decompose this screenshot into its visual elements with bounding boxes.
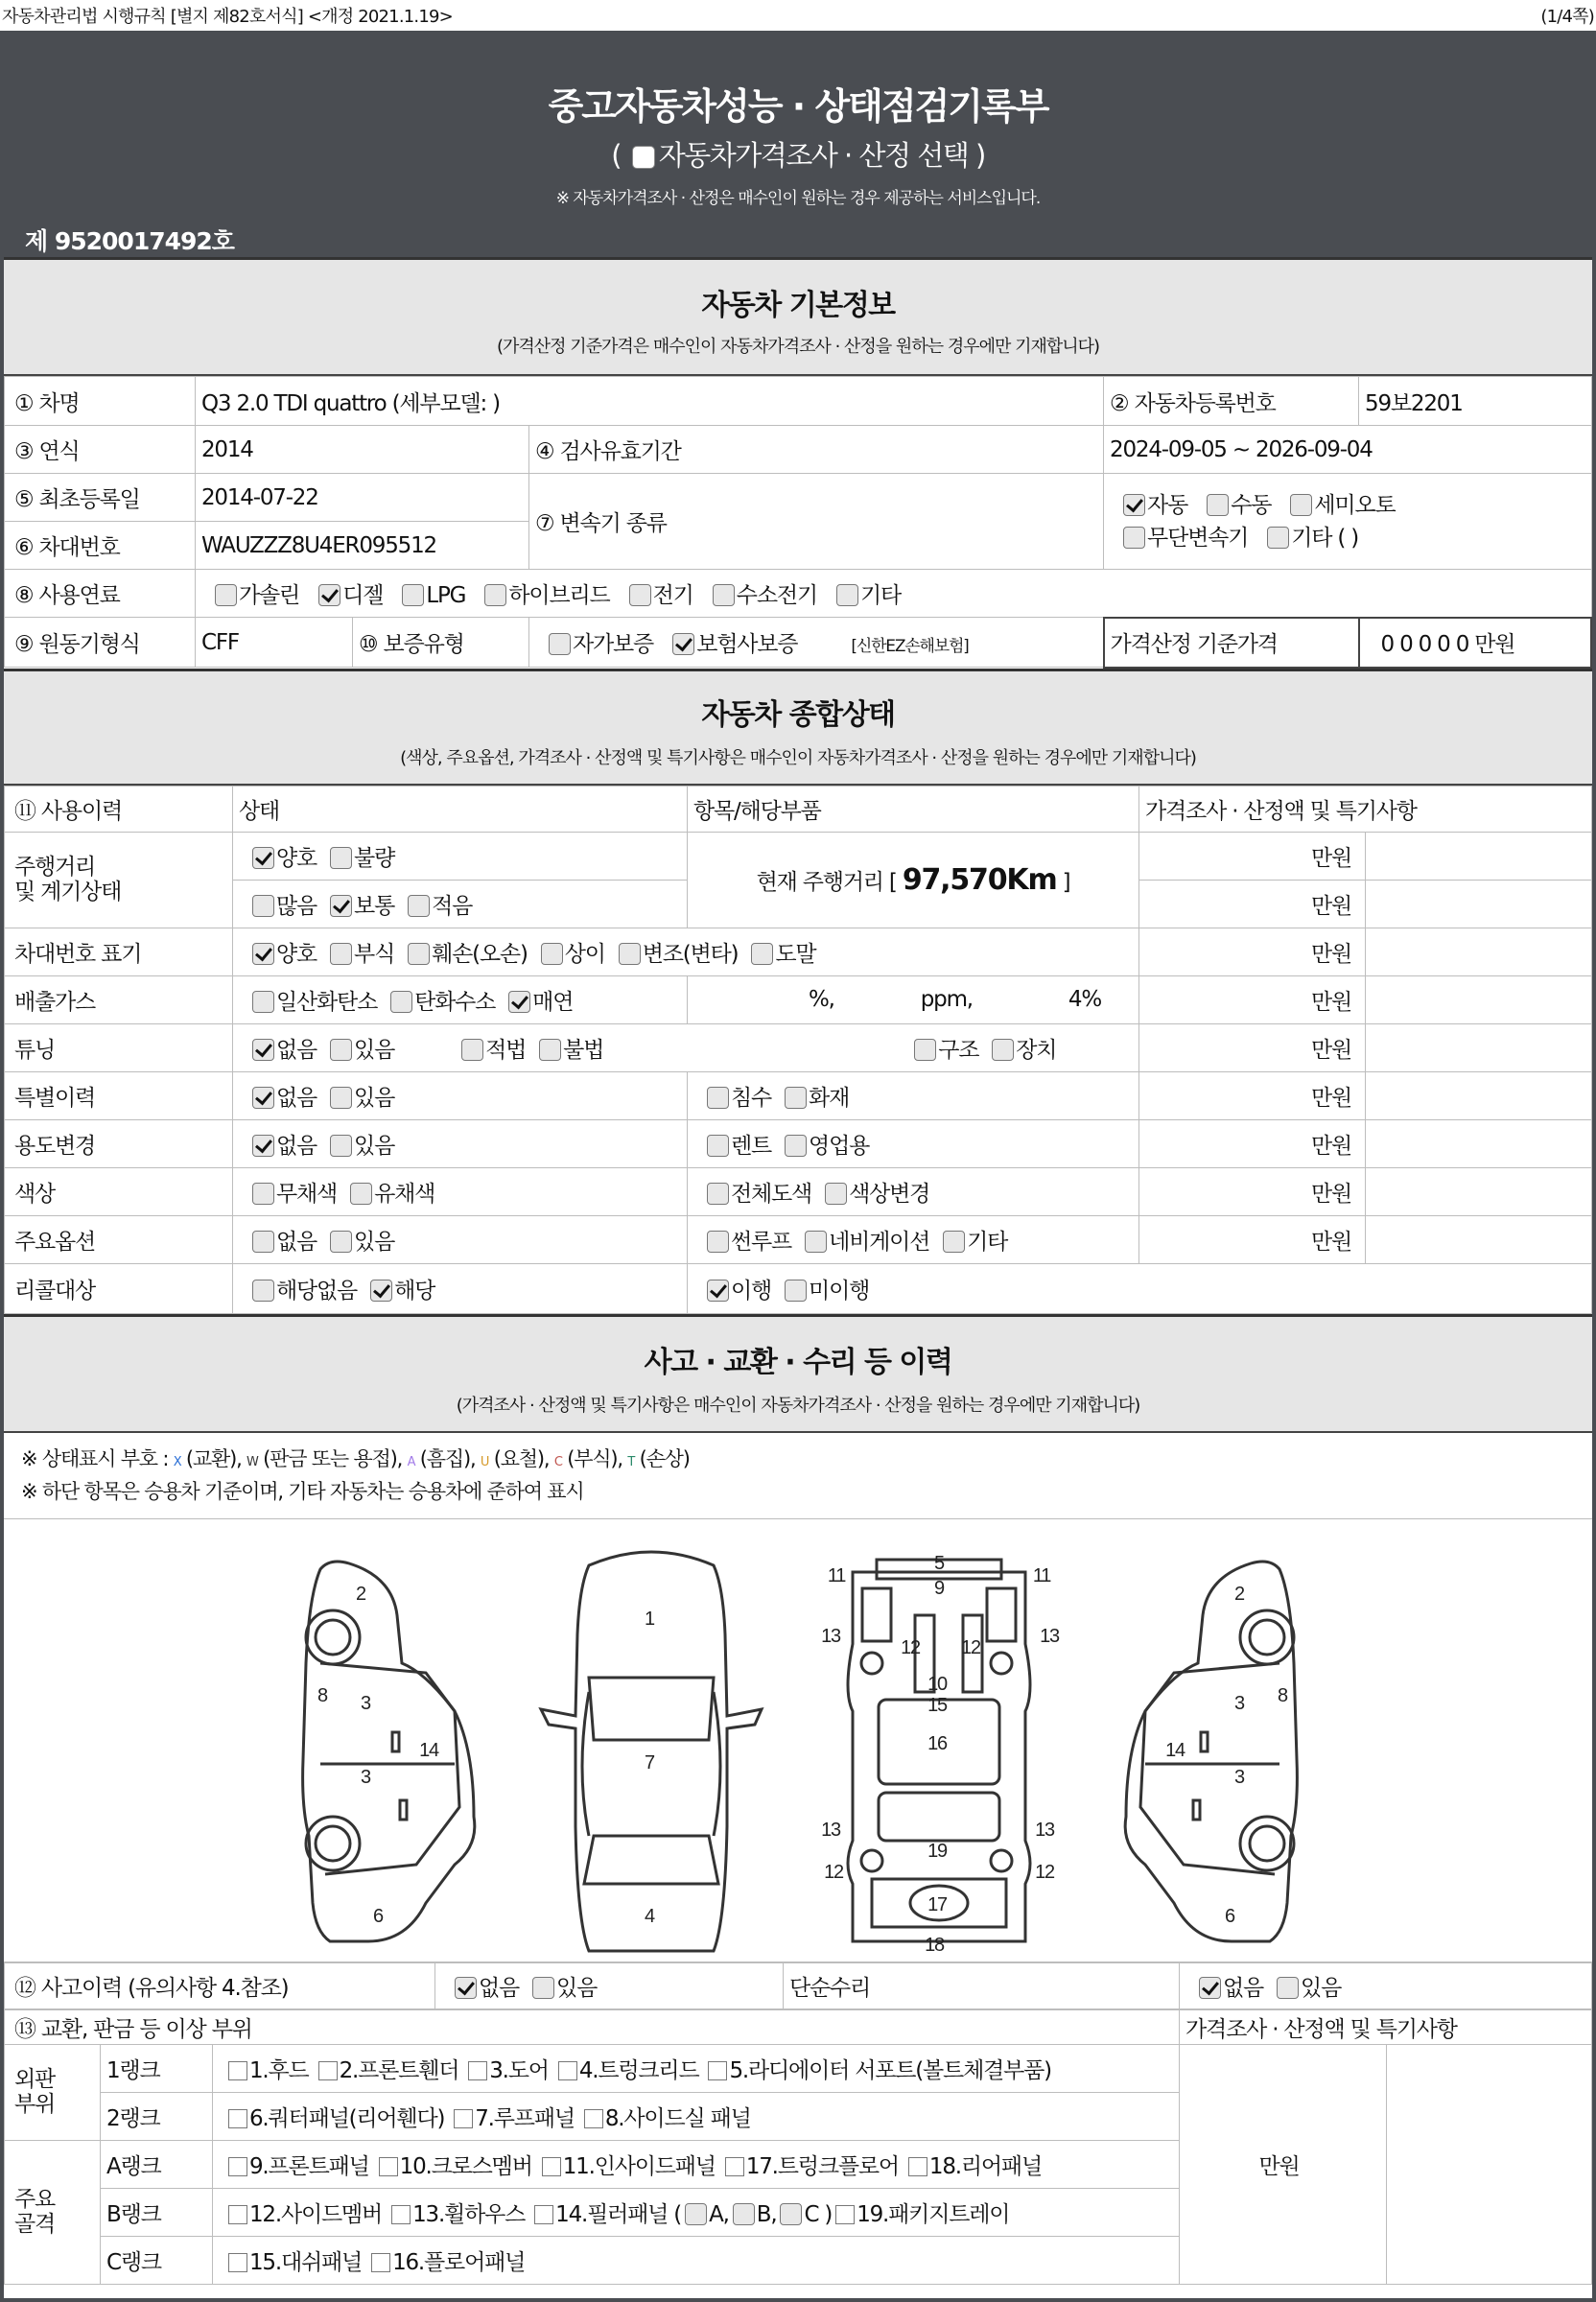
section-title: 사고 · 교환 · 수리 등 이력 (644, 1345, 952, 1379)
section-overall-condition (4, 669, 1592, 786)
part-number: 6 (1225, 1905, 1234, 1927)
transmission-label: ⑦ 변속기 종류 (529, 474, 1104, 570)
section-note: (색상, 주요옵션, 가격조사 · 산정액 및 특기사항은 매수인이 자동차가격조사 · 산정을 원하는 경우에만 기재합니다) (400, 747, 1196, 768)
part-number: 12 (901, 1636, 920, 1658)
part-side-sill-checkbox[interactable] (584, 2109, 603, 2128)
mileage-bad-checkbox[interactable] (330, 847, 352, 869)
mileage-status-2: 많음 보통 적음 (233, 880, 688, 928)
form-notice: ※ 자동차가격조사 · 산정은 매수인이 원하는 경우 제공하는 서비스입니다. (555, 189, 1041, 208)
part-front-panel-checkbox[interactable] (228, 2157, 247, 2176)
symbol-legend: ※ 상태표시 부호 : X (교환), W (판금 또는 용접), A (흠집), U (요철), C (부식), T (손상) ※ 하단 항목은 승용차 기준이며, 기타 자동차는 승용차에 준하여 표시 (4, 1433, 1592, 1519)
note-cell[interactable] (1366, 1119, 1592, 1167)
tuning-none-checkbox[interactable] (252, 1039, 274, 1061)
special-history-label: 특별이력 (5, 1071, 233, 1119)
rank-1-label: 1랭크 (101, 2044, 213, 2092)
tuning-options: 없음 있음 적법 불법 구조 장치 (233, 1023, 1139, 1071)
part-number: 3 (361, 1692, 370, 1714)
trans-other-checkbox[interactable] (1267, 527, 1289, 549)
vin-mark-label: 차대번호 표기 (5, 928, 233, 975)
parts-price-unit: 만원 (1180, 2044, 1387, 2284)
rank-a-label: A랭크 (101, 2140, 213, 2188)
part-inside-panel-checkbox[interactable] (542, 2157, 561, 2176)
part-number: 12 (824, 1861, 843, 1883)
part-pillar-panel-checkbox[interactable] (534, 2205, 553, 2224)
warranty-insurer-checkbox[interactable] (672, 633, 694, 655)
frame-label: 주요 골격 (5, 2140, 101, 2284)
part-number: 9 (934, 1577, 944, 1599)
tuning-yes-checkbox[interactable] (330, 1039, 352, 1061)
basic-info-table (4, 376, 1592, 669)
part-number: 5 (934, 1552, 944, 1574)
mileage-normal-checkbox[interactable] (330, 895, 352, 917)
fuel-options: 가솔린 디젤 LPG 하이브리드 전기 수소전기 기타 (196, 570, 1592, 618)
engine-type-value: CFF (196, 618, 353, 668)
part-quarter-panel-checkbox[interactable] (228, 2109, 247, 2128)
vinmark-altered-checkbox[interactable] (619, 943, 641, 965)
fuel-gasoline-checkbox[interactable] (215, 584, 237, 606)
part-trunk-floor-checkbox[interactable] (725, 2157, 744, 2176)
emission-smoke-checkbox[interactable] (508, 991, 530, 1013)
achromatic-checkbox[interactable] (252, 1183, 274, 1205)
mileage-low-checkbox[interactable] (408, 895, 430, 917)
part-side-member-checkbox[interactable] (228, 2205, 247, 2224)
part-number: 17 (927, 1893, 947, 1915)
price-unit: 만원 (1139, 1071, 1366, 1119)
car-name-value: Q3 2.0 TDI quattro (세부모델: ) (196, 377, 1104, 426)
vehicle-parts-diagram (4, 1519, 1592, 1962)
part-number: 7 (645, 1751, 654, 1773)
car-name-label: ① 차명 (5, 377, 196, 426)
first-reg-value: 2014-07-22 (196, 474, 529, 522)
rank-1-parts: 1.후드 2.프론트휀더 3.도어 4.트렁크리드 5.라디에이터 서포트(볼트체결부품) (213, 2044, 1180, 2092)
base-price-value: 0 0 0 0 0 만원 (1359, 618, 1591, 668)
accident-history-options: 없음 있음 (435, 1962, 784, 2008)
note-cell[interactable] (1366, 1167, 1592, 1215)
price-unit: 만원 (1139, 1023, 1366, 1071)
emission-hc-checkbox[interactable] (390, 991, 412, 1013)
rank-2-parts: 6.쿼터패널(리어휀다) 7.루프패널 8.사이드실 패널 (213, 2092, 1180, 2140)
part-door-checkbox[interactable] (468, 2061, 487, 2080)
trans-auto-checkbox[interactable] (1123, 494, 1145, 516)
usage-change-label: 용도변경 (5, 1119, 233, 1167)
parts-header: ⑬ 교환, 판금 등 이상 부위 (5, 2009, 1180, 2044)
section-note: (가격조사 · 산정액 및 특기사항은 매수인이 자동차가격조사 · 산정을 원하는 경우에만 기재합니다) (456, 1395, 1140, 1416)
section-accident-history (4, 1314, 1592, 1433)
part-number: 16 (927, 1732, 947, 1754)
option-other-checkbox[interactable] (943, 1231, 965, 1253)
note-cell[interactable] (1366, 1215, 1592, 1263)
form-header (4, 31, 1592, 257)
repair-yes-checkbox[interactable] (1277, 1977, 1299, 1999)
sunroof-checkbox[interactable] (707, 1231, 729, 1253)
parts-note-cell[interactable] (1387, 2044, 1592, 2284)
price-service-checkbox[interactable] (632, 146, 655, 169)
part-number: 12 (961, 1636, 980, 1658)
trans-manual-checkbox[interactable] (1207, 494, 1229, 516)
part-dash-panel-checkbox[interactable] (228, 2253, 247, 2272)
rank-b-label: B랭크 (101, 2188, 213, 2236)
option-yes-checkbox[interactable] (330, 1231, 352, 1253)
usage-change-options: 없음 있음 (233, 1119, 688, 1167)
part-number: 8 (317, 1684, 327, 1706)
car-diagram (4, 1519, 1592, 1962)
part-number: 1 (645, 1608, 654, 1630)
flood-checkbox[interactable] (707, 1087, 729, 1109)
rank-b-parts: 12.사이드멤버 13.휠하우스 14.필러패널 ( A, B, C ) 19.패키지트레이 (213, 2188, 1180, 2236)
parts-price-header: 가격조사 · 산정액 및 특기사항 (1180, 2009, 1592, 2044)
repair-none-checkbox[interactable] (1199, 1977, 1221, 1999)
price-unit: 만원 (1139, 1119, 1366, 1167)
business-checkbox[interactable] (785, 1135, 807, 1157)
note-cell[interactable] (1366, 880, 1592, 928)
form-subtitle: ( 자동차가격조사 · 산정 선택 ) (611, 139, 985, 172)
usage-change-items: 렌트 영업용 (688, 1119, 1139, 1167)
inspection-form (0, 31, 1596, 2302)
pillar-c-checkbox[interactable] (780, 2203, 802, 2225)
mileage-current: 현재 주행거리 [ 97,570Km ] (688, 832, 1139, 928)
price-note-header: 가격조사 · 산정액 및 특기사항 (1139, 786, 1592, 832)
part-number: 18 (925, 1934, 944, 1956)
tuning-illegal-checkbox[interactable] (539, 1039, 561, 1061)
section-title: 자동차 종합상태 (701, 697, 895, 732)
first-reg-label: ⑤ 최초등록일 (5, 474, 196, 522)
vinmark-good-checkbox[interactable] (252, 943, 274, 965)
simple-repair-options: 없음 있음 (1180, 1962, 1592, 2008)
vinmark-mismatch-checkbox[interactable] (541, 943, 563, 965)
part-rear-panel-checkbox[interactable] (908, 2157, 927, 2176)
part-roof-panel-checkbox[interactable] (454, 2109, 473, 2128)
price-unit: 만원 (1139, 832, 1366, 880)
part-number: 13 (1040, 1625, 1059, 1647)
history-header: ⑪ 사용이력 (5, 786, 233, 832)
color-change-checkbox[interactable] (825, 1183, 847, 1205)
part-number: 8 (1278, 1684, 1287, 1706)
form-title: 중고자동차성능 · 상태점검기록부 (548, 85, 1048, 128)
color-options: 무채색 유채색 (233, 1167, 688, 1215)
usage-none-checkbox[interactable] (252, 1135, 274, 1157)
page-indicator: (1/4쪽) (1540, 7, 1594, 27)
tuning-device-checkbox[interactable] (992, 1039, 1014, 1061)
recall-done-checkbox[interactable] (707, 1280, 729, 1302)
part-number: 2 (356, 1583, 365, 1605)
rent-checkbox[interactable] (707, 1135, 729, 1157)
accident-history-label: ⑫ 사고이력 (유의사항 4.참조) (5, 1962, 435, 2008)
vin-label: ⑥ 차대번호 (5, 522, 196, 570)
recall-items: 이행 미이행 (688, 1263, 1592, 1313)
part-number: 3 (361, 1766, 370, 1788)
section-basic-info (4, 257, 1592, 376)
part-number: 3 (1234, 1766, 1244, 1788)
color-label: 색상 (5, 1167, 233, 1215)
base-price-label: 가격산정 기준가격 (1104, 618, 1359, 668)
main-option-items: 썬루프 네비게이션 기타 (688, 1215, 1139, 1263)
note-cell[interactable] (1366, 928, 1592, 975)
fuel-diesel-checkbox[interactable] (318, 584, 340, 606)
insurer-name: [신한EZ손해보험] (851, 637, 969, 656)
item-header: 항목/해당부품 (688, 786, 1139, 832)
rank-a-parts: 9.프론트패널 10.크로스멤버 11.인사이드패널 17.트렁크플로어 18.리어패널 (213, 2140, 1180, 2188)
mileage-value: 97,570Km (902, 862, 1057, 897)
tuning-legal-checkbox[interactable] (461, 1039, 483, 1061)
special-none-checkbox[interactable] (252, 1087, 274, 1109)
warranty-label: ⑩ 보증유형 (353, 618, 529, 668)
trans-semi-checkbox[interactable] (1290, 494, 1312, 516)
part-number: 15 (927, 1694, 947, 1716)
trans-cvt-checkbox[interactable] (1123, 527, 1145, 549)
mileage-status-1: 양호 불량 (233, 832, 688, 880)
emission-values: %, ppm, 4% (688, 975, 1139, 1023)
status-header: 상태 (233, 786, 688, 832)
option-none-checkbox[interactable] (252, 1231, 274, 1253)
fuel-lpg-checkbox[interactable] (402, 584, 424, 606)
part-hood-checkbox[interactable] (228, 2061, 247, 2080)
fuel-hydrogen-checkbox[interactable] (713, 584, 735, 606)
special-history-options: 없음 있음 (233, 1071, 688, 1119)
warranty-options: 자가보증 보험사보증 [신한EZ손해보험] (529, 618, 1104, 668)
mileage-good-checkbox[interactable] (252, 847, 274, 869)
part-package-tray-checkbox[interactable] (835, 2205, 855, 2224)
accident-none-checkbox[interactable] (455, 1977, 477, 1999)
part-wheel-house-checkbox[interactable] (391, 2205, 411, 2224)
pillar-b-checkbox[interactable] (733, 2203, 755, 2225)
reg-number-value: 59보2201 (1359, 377, 1591, 426)
part-number: 11 (827, 1564, 846, 1586)
outer-panel-label: 외판 부위 (5, 2044, 101, 2140)
condition-table (4, 786, 1592, 1314)
part-number: 10 (927, 1673, 947, 1695)
main-option-options: 없음 있음 (233, 1215, 688, 1263)
recall-notdone-checkbox[interactable] (785, 1280, 807, 1302)
mileage-label: 주행거리 및 계기상태 (5, 832, 233, 928)
note-cell[interactable] (1366, 832, 1592, 880)
part-number: 19 (927, 1840, 947, 1862)
emission-co-checkbox[interactable] (252, 991, 274, 1013)
inspection-valid-label: ④ 검사유효기간 (529, 426, 1104, 474)
note-cell[interactable] (1366, 975, 1592, 1023)
part-number: 13 (821, 1819, 840, 1841)
fuel-hybrid-checkbox[interactable] (484, 584, 506, 606)
emission-options: 일산화탄소 탄화수소 매연 (233, 975, 688, 1023)
price-unit: 만원 (1139, 1167, 1366, 1215)
fuel-electric-checkbox[interactable] (629, 584, 651, 606)
part-floor-panel-checkbox[interactable] (371, 2253, 390, 2272)
emission-label: 배출가스 (5, 975, 233, 1023)
chromatic-checkbox[interactable] (350, 1183, 372, 1205)
part-number: 11 (1032, 1564, 1051, 1586)
part-number: 14 (419, 1739, 438, 1761)
part-number: 12 (1035, 1861, 1054, 1883)
vinmark-damage-checkbox[interactable] (408, 943, 430, 965)
part-trunk-lid-checkbox[interactable] (558, 2061, 577, 2080)
special-yes-checkbox[interactable] (330, 1087, 352, 1109)
mileage-high-checkbox[interactable] (252, 895, 274, 917)
vinmark-painted-checkbox[interactable] (751, 943, 773, 965)
special-history-items: 침수 화재 (688, 1071, 1139, 1119)
vinmark-corrosion-checkbox[interactable] (330, 943, 352, 965)
pillar-a-checkbox[interactable] (685, 2203, 707, 2225)
reg-number-label: ② 자동차등록번호 (1104, 377, 1359, 426)
form-reference: 자동차관리법 시행규칙 [별지 제82호서식] <개정 2021.1.19> (2, 7, 453, 27)
rank-c-parts: 15.대쉬패널 16.플로어패널 (213, 2236, 1180, 2284)
usage-yes-checkbox[interactable] (330, 1135, 352, 1157)
part-cross-member-checkbox[interactable] (379, 2157, 398, 2176)
recall-yes-checkbox[interactable] (370, 1280, 392, 1302)
price-unit: 만원 (1139, 928, 1366, 975)
part-number: 6 (373, 1905, 383, 1927)
price-unit: 만원 (1139, 1215, 1366, 1263)
color-items: 전체도색 색상변경 (688, 1167, 1139, 1215)
recall-label: 리콜대상 (5, 1263, 233, 1313)
part-radiator-support-checkbox[interactable] (708, 2061, 727, 2080)
tuning-label: 튜닝 (5, 1023, 233, 1071)
vin-mark-options: 양호 부식 훼손(오손) 상이 변조(변타) 도말 (233, 928, 1139, 975)
fire-checkbox[interactable] (785, 1087, 807, 1109)
record-number: 제 9520017492호 (25, 227, 234, 255)
part-number: 3 (1234, 1692, 1244, 1714)
fuel-other-checkbox[interactable] (836, 584, 858, 606)
fuel-label: ⑧ 사용연료 (5, 570, 196, 618)
price-unit: 만원 (1139, 880, 1366, 928)
part-number: 14 (1165, 1739, 1185, 1761)
year-label: ③ 연식 (5, 426, 196, 474)
accident-yes-checkbox[interactable] (532, 1977, 554, 1999)
year-value: 2014 (196, 426, 529, 474)
parts-table (4, 2009, 1592, 2285)
rank-2-label: 2랭크 (101, 2092, 213, 2140)
accident-table (4, 1962, 1592, 2009)
recall-options: 해당없음 해당 (233, 1263, 688, 1313)
transmission-options: 자동 수동 세미오토 무단변속기 기타 ( ) (1104, 474, 1591, 570)
inspection-valid-value: 2024-09-05 ~ 2026-09-04 (1104, 426, 1591, 474)
part-front-fender-checkbox[interactable] (318, 2061, 338, 2080)
full-paint-checkbox[interactable] (707, 1183, 729, 1205)
price-unit: 만원 (1139, 975, 1366, 1023)
warranty-self-checkbox[interactable] (549, 633, 571, 655)
tuning-structure-checkbox[interactable] (914, 1039, 936, 1061)
recall-none-checkbox[interactable] (252, 1280, 274, 1302)
part-number: 13 (1035, 1819, 1054, 1841)
section-note: (가격산정 기준가격은 매수인이 자동차가격조사 · 산정을 원하는 경우에만 기재합니다) (496, 337, 1100, 357)
part-number: 2 (1234, 1583, 1244, 1605)
note-cell[interactable] (1366, 1023, 1592, 1071)
part-number: 4 (645, 1905, 654, 1927)
vin-value: WAUZZZ8U4ER095512 (196, 522, 529, 570)
engine-type-label: ⑨ 원동기형식 (5, 618, 196, 668)
note-cell[interactable] (1366, 1071, 1592, 1119)
simple-repair-label: 단순수리 (784, 1962, 1180, 2008)
section-title: 자동차 기본정보 (701, 289, 895, 322)
navigation-checkbox[interactable] (805, 1231, 827, 1253)
main-option-label: 주요옵션 (5, 1215, 233, 1263)
rank-c-label: C랭크 (101, 2236, 213, 2284)
part-number: 13 (821, 1625, 840, 1647)
